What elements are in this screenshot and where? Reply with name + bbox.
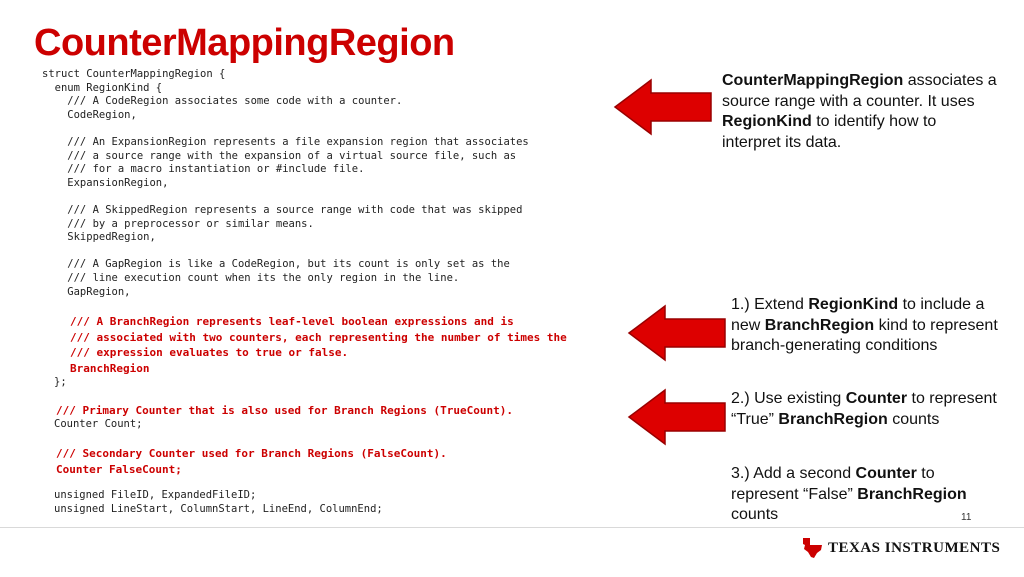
- note-step-2-text: counts: [887, 410, 940, 428]
- note-step-3-text: to represent “False”: [731, 465, 935, 503]
- code-enum-close: };: [54, 376, 67, 388]
- note-step-2-term: Counter: [845, 390, 908, 407]
- note-step-1: [731, 295, 1016, 357]
- arrow-left-icon: [627, 388, 727, 446]
- note-step-1-text: to include a new: [731, 296, 985, 334]
- note-step-1-term: RegionKind: [808, 296, 899, 313]
- note-step-2-text: to represent “True”: [731, 390, 997, 428]
- note-intro-term: CounterMappingRegion: [722, 72, 904, 89]
- slide-title: CounterMappingRegion: [34, 22, 455, 64]
- code-block-enum-kinds: struct CounterMappingRegion { enum RegionKind { /// A CodeRegion associates some code with a counter. CodeRegion, /// An ExpansionRegion represents a file expansion region that associates /// a source range with the expansion of a virtual source file, such as /// for a macro instantiation or #include file. ExpansionRegion, /// A SkippedRegion represents a source range with code that was skipped /// by a preprocessor or similar means. SkippedRegion, /// A GapRegion is like a CodeRegion, but its count is only set as the /// line execution count when its the only region in the line. GapRegion,: [42, 68, 529, 298]
- note-step-1-term: BranchRegion: [764, 316, 875, 334]
- note-step-2-term: BranchRegion: [778, 410, 888, 428]
- note-step-2-text: 2.) Use existing: [731, 390, 846, 407]
- code-primary-counter-comment: /// Primary Counter that is also used for Branch Regions (TrueCount).: [56, 404, 513, 417]
- note-intro: [722, 71, 997, 153]
- page-number: 11: [961, 512, 972, 523]
- arrow-left-icon: [613, 78, 713, 136]
- company-logo: [800, 536, 1000, 560]
- code-primary-counter-decl: Counter Count;: [54, 418, 143, 430]
- code-block-branch-region: /// A BranchRegion represents leaf-level boolean expressions and is /// associated with two counters, each representing the number of times the /// expression evaluates to true or false. BranchRegion: [70, 315, 567, 375]
- note-step-3-text: 3.) Add a second: [731, 465, 856, 482]
- note-intro-term: RegionKind: [722, 113, 812, 130]
- note-step-1-text: kind to represent branch-generating conditions: [731, 316, 998, 354]
- company-name: TEXAS INSTRUMENTS: [828, 539, 1001, 556]
- note-intro-text: to identify how to interpret its data.: [722, 113, 937, 151]
- note-step-2: [731, 389, 1001, 430]
- code-location-fields: unsigned FileID, ExpandedFileID; unsigned LineStart, ColumnStart, LineEnd, ColumnEnd;: [54, 489, 383, 515]
- note-step-3-text: counts: [731, 506, 779, 523]
- note-intro-text: associates a source range with a counter. It uses: [722, 72, 997, 110]
- note-step-3-term: BranchRegion: [857, 485, 967, 503]
- texas-state-logo-icon: [800, 536, 824, 560]
- note-step-3-term: Counter: [855, 465, 917, 482]
- code-secondary-counter: /// Secondary Counter used for Branch Regions (FalseCount). Counter FalseCount;: [56, 447, 447, 476]
- note-step-1-text: 1.) Extend: [731, 296, 809, 313]
- arrow-left-icon: [627, 304, 727, 362]
